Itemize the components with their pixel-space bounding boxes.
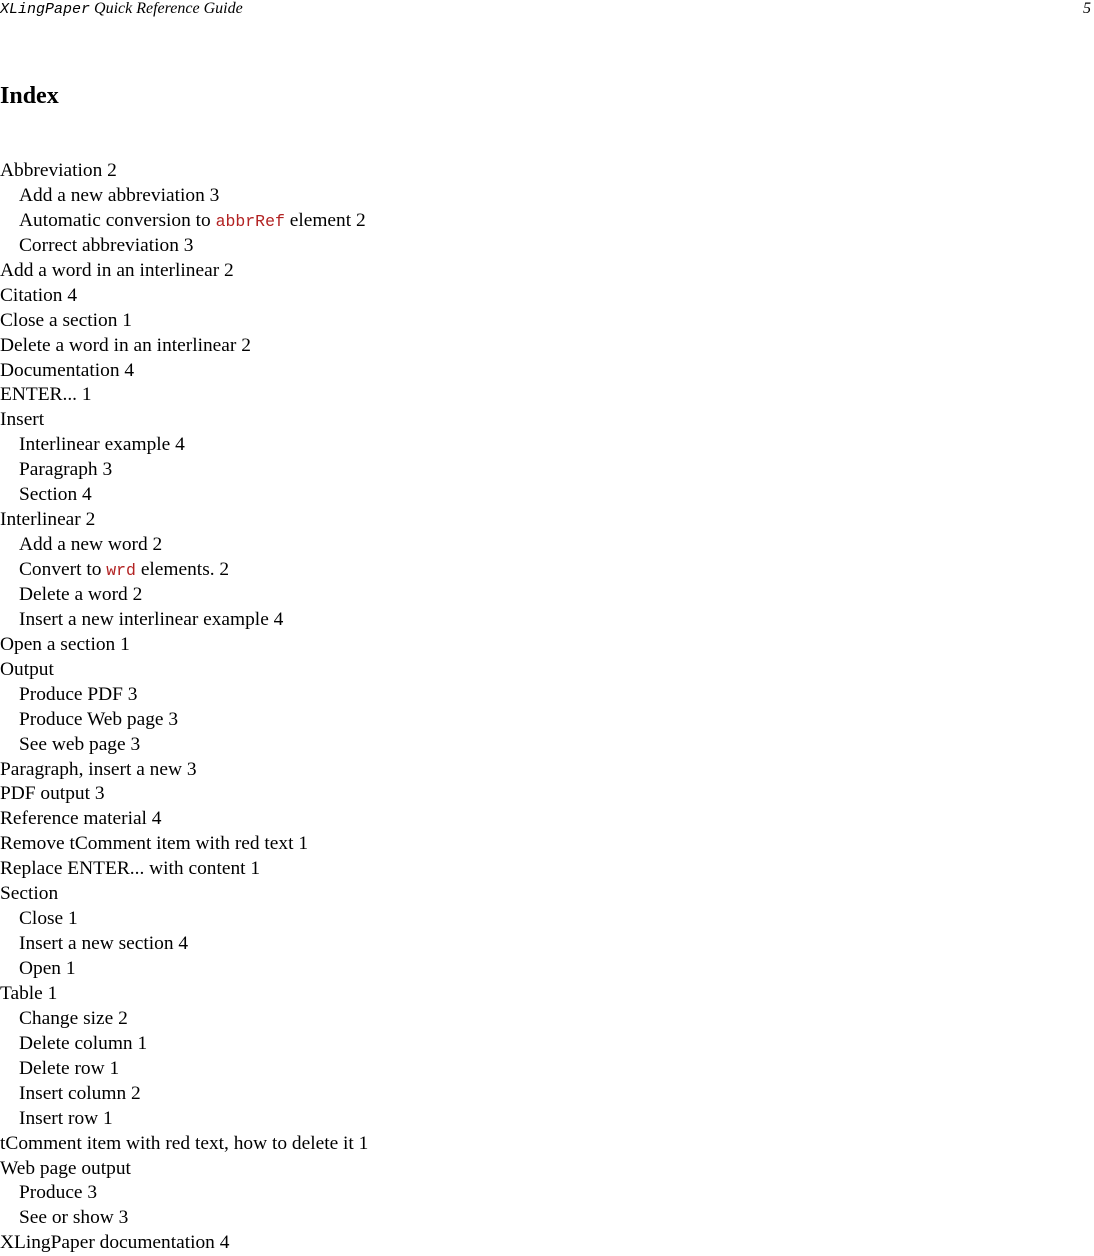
index-entry — [0, 334, 1090, 359]
entry-text: Correct abbreviation 3 — [19, 234, 194, 256]
index-entry — [0, 982, 1090, 1007]
entry-text: Replace ENTER... with content 1 — [0, 858, 261, 880]
index-entry — [0, 1231, 1090, 1256]
index-subentry — [0, 1032, 1090, 1057]
running-header — [0, 0, 1094, 21]
index-subentry — [0, 957, 1090, 982]
entry-text: Paragraph 3 — [19, 459, 113, 481]
entry-text: Insert a new section 4 — [19, 933, 189, 955]
header-product-name: XLingPaper — [0, 1, 91, 18]
index-entry — [0, 383, 1090, 408]
index-subentry — [0, 683, 1090, 708]
index-entry — [0, 782, 1090, 807]
index-subentry — [0, 708, 1090, 733]
index-entry — [0, 284, 1090, 309]
index-entry — [0, 807, 1090, 832]
entry-text: Insert row 1 — [19, 1107, 113, 1129]
entry-text: Web page output — [0, 1157, 131, 1179]
entry-text: Produce PDF 3 — [19, 683, 138, 705]
index-subentry — [0, 483, 1090, 508]
entry-text: Remove tComment item with red text 1 — [0, 833, 309, 855]
index-entry — [0, 159, 1090, 184]
entry-text: Delete a word in an interlinear 2 — [0, 334, 251, 356]
entry-text: Documentation 4 — [0, 359, 135, 381]
entry-text: Abbreviation 2 — [0, 160, 117, 181]
entry-text: Output — [0, 658, 54, 680]
index-subentry — [0, 733, 1090, 758]
entry-text: Add a new word 2 — [19, 534, 163, 556]
index-subentry — [0, 184, 1090, 209]
index-list — [0, 159, 1090, 1256]
element-name-code: wrd — [106, 561, 136, 580]
index-subentry — [0, 1206, 1090, 1231]
index-entry — [0, 508, 1090, 533]
entry-text: Paragraph, insert a new 3 — [0, 758, 197, 780]
index-subentry — [0, 533, 1090, 558]
index-entry — [0, 633, 1090, 658]
index-subentry — [0, 907, 1090, 932]
entry-text: Insert a new interlinear example 4 — [19, 608, 284, 630]
header-guide-title: Quick Reference Guide — [94, 0, 243, 17]
entry-text: Add a word in an interlinear 2 — [0, 259, 234, 281]
entry-text: Table 1 — [0, 982, 58, 1004]
entry-text: Add a new abbreviation 3 — [19, 184, 220, 206]
entry-text: Insert column 2 — [19, 1082, 141, 1104]
index-entry — [0, 359, 1090, 384]
index-subentry — [0, 1057, 1090, 1082]
entry-text: Produce 3 — [19, 1182, 98, 1204]
entry-text: Delete row 1 — [19, 1057, 120, 1079]
entry-text: Open 1 — [19, 958, 76, 979]
entry-text: PDF output 3 — [0, 783, 105, 805]
index-subentry — [0, 209, 1090, 234]
entry-text: Close 1 — [19, 908, 78, 930]
entry-text: Section — [0, 883, 59, 905]
entry-text: Insert — [0, 409, 45, 431]
entry-text: element 2 — [284, 209, 366, 231]
index-subentry — [0, 1107, 1090, 1132]
index-subentry — [0, 583, 1090, 608]
entry-text: Interlinear example 4 — [19, 434, 185, 456]
entry-text: Delete a word 2 — [19, 583, 143, 605]
index-entry — [0, 832, 1090, 857]
index-entry — [0, 658, 1090, 683]
page-title: Index — [0, 83, 59, 109]
entry-text: Interlinear 2 — [0, 509, 96, 531]
index-entry — [0, 857, 1090, 882]
index-entry — [0, 758, 1090, 783]
header-title — [0, 0, 243, 20]
entry-text: XLingPaper documentation 4 — [0, 1232, 230, 1254]
index-entry — [0, 309, 1090, 334]
index-subentry — [0, 1007, 1090, 1032]
index-subentry — [0, 1181, 1090, 1206]
index-subentry — [0, 1082, 1090, 1107]
entry-text: Change size 2 — [19, 1007, 128, 1029]
index-subentry — [0, 433, 1090, 458]
entry-text: ENTER... 1 — [0, 384, 92, 406]
index-entry — [0, 408, 1090, 433]
entry-text: Delete column 1 — [19, 1032, 148, 1054]
index-entry — [0, 1157, 1090, 1182]
entry-text: Close a section 1 — [0, 309, 132, 331]
index-entry — [0, 882, 1090, 907]
entry-text: Reference material 4 — [0, 808, 162, 830]
index-subentry — [0, 234, 1090, 259]
entry-text: Open a section 1 — [0, 633, 130, 655]
entry-text: elements. 2 — [135, 559, 230, 580]
entry-text: Convert to — [19, 559, 107, 580]
index-entry — [0, 259, 1090, 284]
entry-text: See or show 3 — [19, 1207, 129, 1229]
entry-text: Produce Web page 3 — [19, 708, 179, 730]
index-subentry — [0, 932, 1090, 957]
page-number: 5 — [1083, 0, 1091, 17]
index-entry — [0, 1132, 1090, 1157]
element-name-code: abbrRef — [215, 211, 285, 231]
entry-text: tComment item with red text, how to delete it 1 — [0, 1132, 369, 1154]
index-subentry — [0, 608, 1090, 633]
entry-text: See web page 3 — [19, 733, 141, 755]
entry-text: Citation 4 — [0, 284, 78, 306]
index-subentry — [0, 558, 1090, 583]
entry-text: Automatic conversion to — [19, 209, 216, 231]
index-subentry — [0, 458, 1090, 483]
entry-text: Section 4 — [19, 484, 92, 506]
